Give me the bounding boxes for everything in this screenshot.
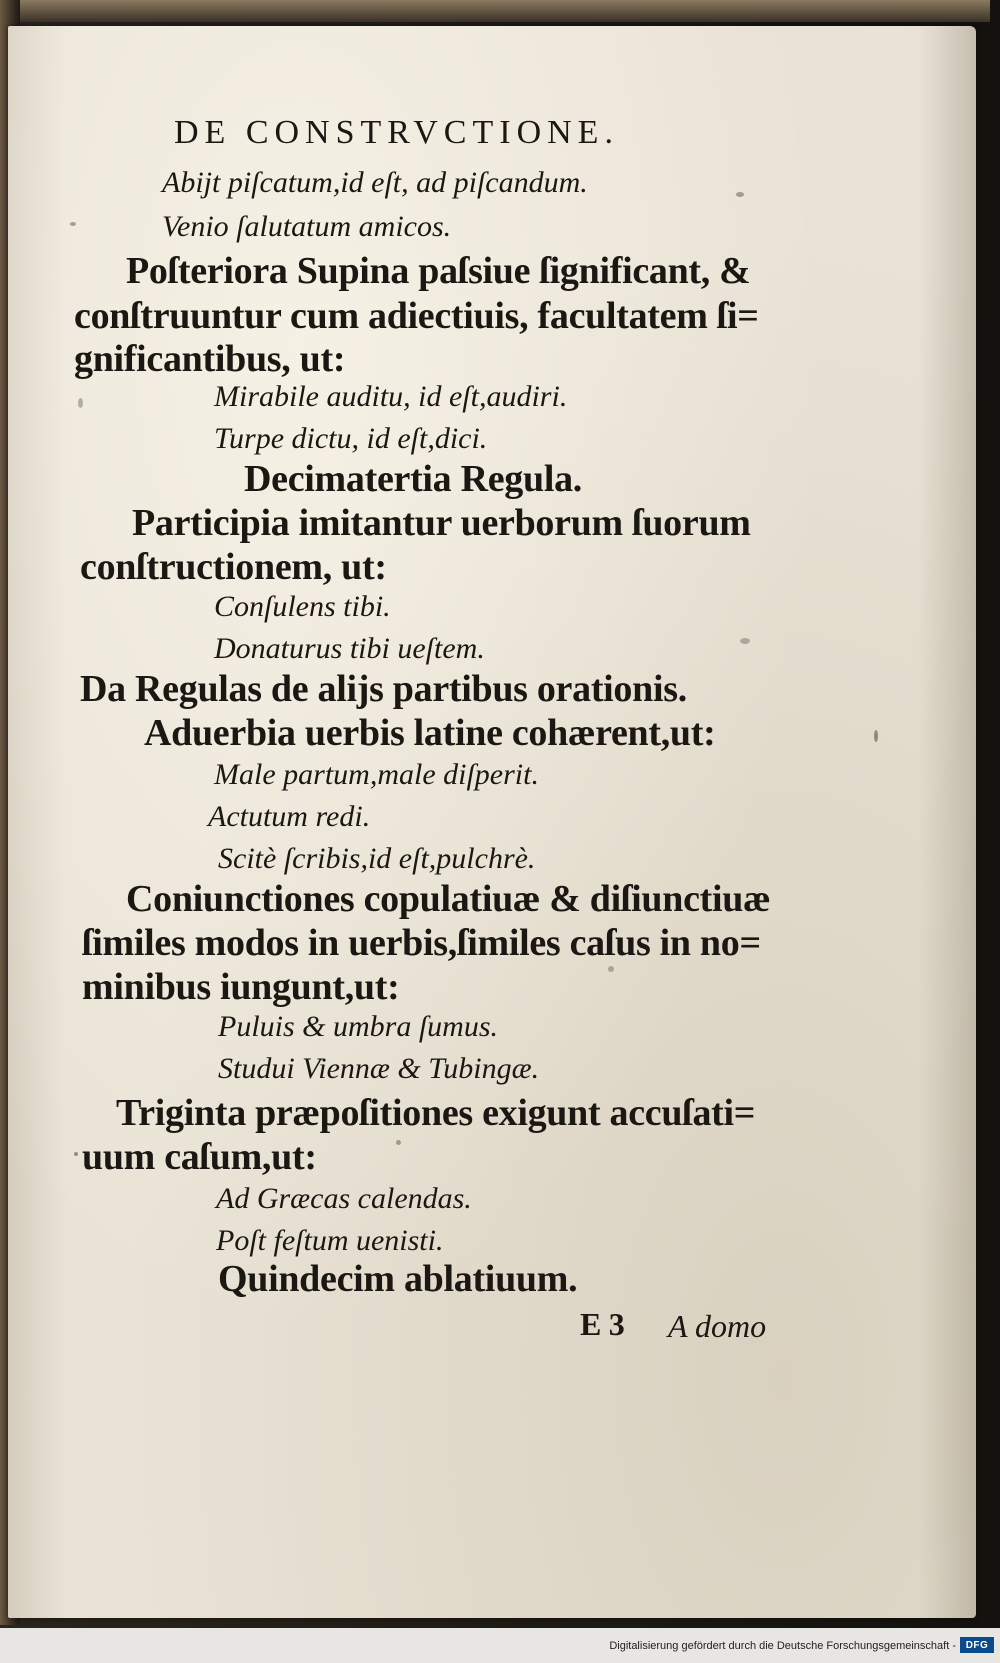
text-line: minibus iungunt,ut: <box>82 966 400 1008</box>
text-line: Participia imitantur uerborum ſuorum <box>132 502 751 544</box>
text-line: ſimiles modos in uerbis,ſimiles caſus in no= <box>82 922 761 964</box>
text-line: conſtruuntur cum adiectiuis, facultatem ſi= <box>74 295 759 337</box>
text-line: gnificantibus, ut: <box>74 338 346 380</box>
example-line: Puluis & umbra ſumus. <box>218 1010 499 1043</box>
dfg-logo: DFG <box>960 1637 994 1653</box>
running-head: DE CONSTRVCTIONE. <box>174 114 619 151</box>
text-line: conſtructionem, ut: <box>80 546 387 588</box>
example-line: Donaturus tibi ueſtem. <box>214 632 485 665</box>
ink-speck <box>736 192 744 197</box>
text-line: Coniunctiones copulatiuæ & diſiunctiuæ <box>126 878 771 920</box>
example-line: Mirabile auditu, id eſt,audiri. <box>214 380 568 413</box>
example-line: Actutum redi. <box>208 800 371 833</box>
ink-speck <box>874 730 878 742</box>
example-line: Scitè ſcribis,id eſt,pulchrè. <box>218 842 536 875</box>
text-line: Venio ſalutatum amicos. <box>162 210 452 243</box>
section-heading: Da Regulas de alijs partibus orationis. <box>80 668 687 710</box>
rule-heading: Quindecim ablatiuum. <box>218 1258 578 1300</box>
example-line: Studui Viennæ & Tubingæ. <box>218 1052 540 1085</box>
rule-heading: Decimatertia Regula. <box>244 458 582 500</box>
ink-speck <box>396 1140 401 1145</box>
ink-speck <box>740 638 750 644</box>
text-line: Aduerbia uerbis latine cohærent,ut: <box>144 712 716 754</box>
book-page <box>8 26 976 1618</box>
example-line: Male partum,male diſperit. <box>214 758 539 791</box>
text-line: uum caſum,ut: <box>82 1136 317 1178</box>
text-line: Abijt piſcatum,id eſt, ad piſcandum. <box>162 166 588 199</box>
example-line: Ad Græcas calendas. <box>216 1182 472 1215</box>
example-line: Turpe dictu, id eſt,dici. <box>214 422 488 455</box>
text-line: Triginta præpoſitiones exigunt accuſati= <box>116 1092 756 1134</box>
example-line: Poſt feſtum uenisti. <box>216 1224 444 1257</box>
signature-mark: E 3 <box>580 1306 625 1342</box>
ink-speck <box>74 1152 78 1156</box>
book-top-edge <box>0 0 990 22</box>
ink-speck <box>78 398 83 408</box>
text-line: Poſteriora Supina paſsiue ſignificant, & <box>126 250 751 292</box>
ink-speck <box>70 222 76 226</box>
catchword: A domo <box>668 1308 767 1344</box>
example-line: Conſulens tibi. <box>214 590 391 623</box>
ink-speck <box>608 966 614 972</box>
digitization-credit: Digitalisierung gefördert durch die Deutsche Forschungsgemeinschaft - <box>609 1640 956 1652</box>
